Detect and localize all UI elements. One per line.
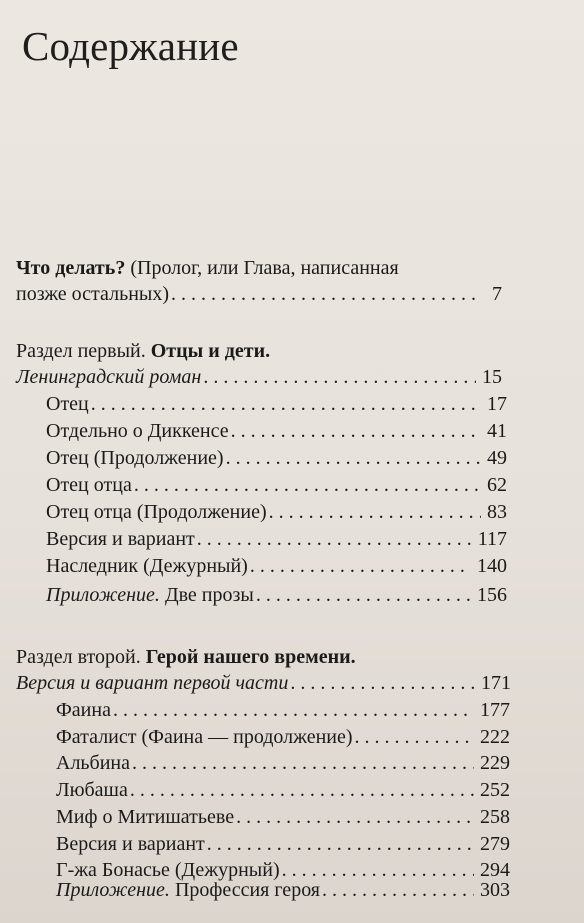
entry-label: Отец отца (Продолжение) — [46, 501, 267, 523]
section-title: Герой нашего времени. — [145, 646, 356, 668]
page-number: 17 — [487, 393, 507, 415]
toc-entry[interactable] — [46, 473, 507, 497]
toc-part-2[interactable] — [16, 671, 511, 695]
toc-appendix-2[interactable] — [56, 878, 510, 902]
page-number: 222 — [480, 725, 510, 748]
page-number: 252 — [480, 779, 510, 802]
page-number: 303 — [480, 879, 510, 901]
toc-entry[interactable] — [56, 832, 510, 856]
leader-dots — [134, 473, 481, 497]
page-number: 171 — [481, 672, 511, 694]
entry-label: Версия и вариант — [56, 832, 205, 855]
toc-part-1[interactable] — [16, 365, 502, 389]
leader-dots — [197, 527, 472, 551]
appendix-rest: Две прозы — [159, 584, 254, 606]
entry-label: Версия и вариант — [46, 528, 195, 550]
page-number: 156 — [477, 584, 507, 606]
toc-entry[interactable] — [46, 446, 507, 470]
leader-dots — [132, 751, 474, 775]
leader-dots — [203, 365, 476, 389]
toc-entry[interactable] — [56, 805, 510, 829]
leader-dots — [91, 392, 481, 416]
appendix-label — [46, 583, 254, 607]
toc-entry[interactable] — [46, 527, 507, 551]
entry-label: Миф о Митишатьеве — [56, 805, 235, 828]
toc-entry[interactable] — [56, 751, 510, 775]
leader-dots — [290, 671, 475, 695]
entry-label: Г-жа Бонасье (Дежурный) — [56, 859, 280, 882]
part-label: Ленинградский роман — [16, 366, 202, 388]
section-prefix: Раздел первый. — [16, 340, 151, 362]
page-number: 83 — [487, 501, 507, 523]
leader-dots — [236, 805, 474, 829]
leader-dots — [130, 778, 474, 802]
toc-entry[interactable] — [46, 500, 507, 524]
toc-entry[interactable] — [56, 778, 510, 802]
page-number: 140 — [477, 555, 507, 577]
page-title: Содержание — [22, 23, 239, 69]
toc-appendix-1[interactable] — [46, 583, 507, 607]
page-number: 229 — [480, 752, 510, 775]
toc-entry[interactable] — [46, 392, 507, 416]
leader-dots — [269, 500, 481, 524]
toc-entry[interactable] — [46, 554, 507, 578]
part-label: Версия и вариант первой части — [16, 672, 289, 694]
page-number: 62 — [487, 474, 507, 496]
leader-dots — [322, 878, 474, 902]
entry-label: Отдельно о Диккенсе — [46, 420, 229, 442]
toc-entry[interactable] — [56, 698, 510, 722]
leader-dots — [256, 583, 471, 607]
intro-bold-title: Что делать? — [16, 257, 126, 279]
appendix-italic: Приложение. — [46, 584, 160, 606]
intro-subtitle-cont: позже остальных) — [16, 283, 169, 305]
page-number: 49 — [487, 447, 507, 469]
appendix-rest: Профессия героя — [169, 879, 321, 901]
section-prefix: Раздел второй. — [16, 646, 146, 668]
entry-label: Любаша — [56, 779, 128, 802]
toc-entry[interactable] — [56, 725, 510, 749]
entry-label: Отец отца — [46, 474, 132, 496]
page-number: 279 — [480, 832, 510, 855]
entry-label: Наследник (Дежурный) — [46, 555, 248, 577]
page-number: 177 — [480, 699, 510, 721]
entry-label: Отец — [46, 393, 89, 415]
entry-label: Альбина — [56, 752, 131, 775]
page-number: 258 — [480, 805, 510, 828]
toc-entry-intro[interactable] — [16, 256, 516, 280]
leader-dots — [355, 725, 474, 749]
leader-dots — [207, 832, 474, 856]
page-number: 15 — [482, 366, 502, 388]
page-number: 117 — [477, 528, 507, 550]
appendix-label — [56, 878, 320, 902]
appendix-italic: Приложение. — [56, 879, 170, 901]
section-title: Отцы и дети. — [150, 340, 271, 362]
toc-entry-intro-line2[interactable] — [16, 282, 502, 306]
leader-dots — [113, 698, 474, 722]
toc-entry[interactable] — [46, 419, 507, 443]
page-number: 294 — [480, 859, 510, 882]
page-number: 41 — [487, 420, 507, 442]
page-number: 7 — [492, 283, 502, 305]
intro-subtitle: (Пролог, или Глава, написанная — [125, 257, 399, 279]
entry-label: Фаталист (Фаина — продолжение) — [56, 725, 353, 748]
leader-dots — [226, 446, 481, 470]
leader-dots — [171, 282, 476, 306]
leader-dots — [250, 554, 471, 578]
section-heading-2 — [16, 645, 356, 669]
entry-label: Фаина — [56, 699, 111, 721]
leader-dots — [231, 419, 481, 443]
entry-label: Отец (Продолжение) — [46, 447, 224, 469]
section-heading-1 — [16, 339, 270, 363]
